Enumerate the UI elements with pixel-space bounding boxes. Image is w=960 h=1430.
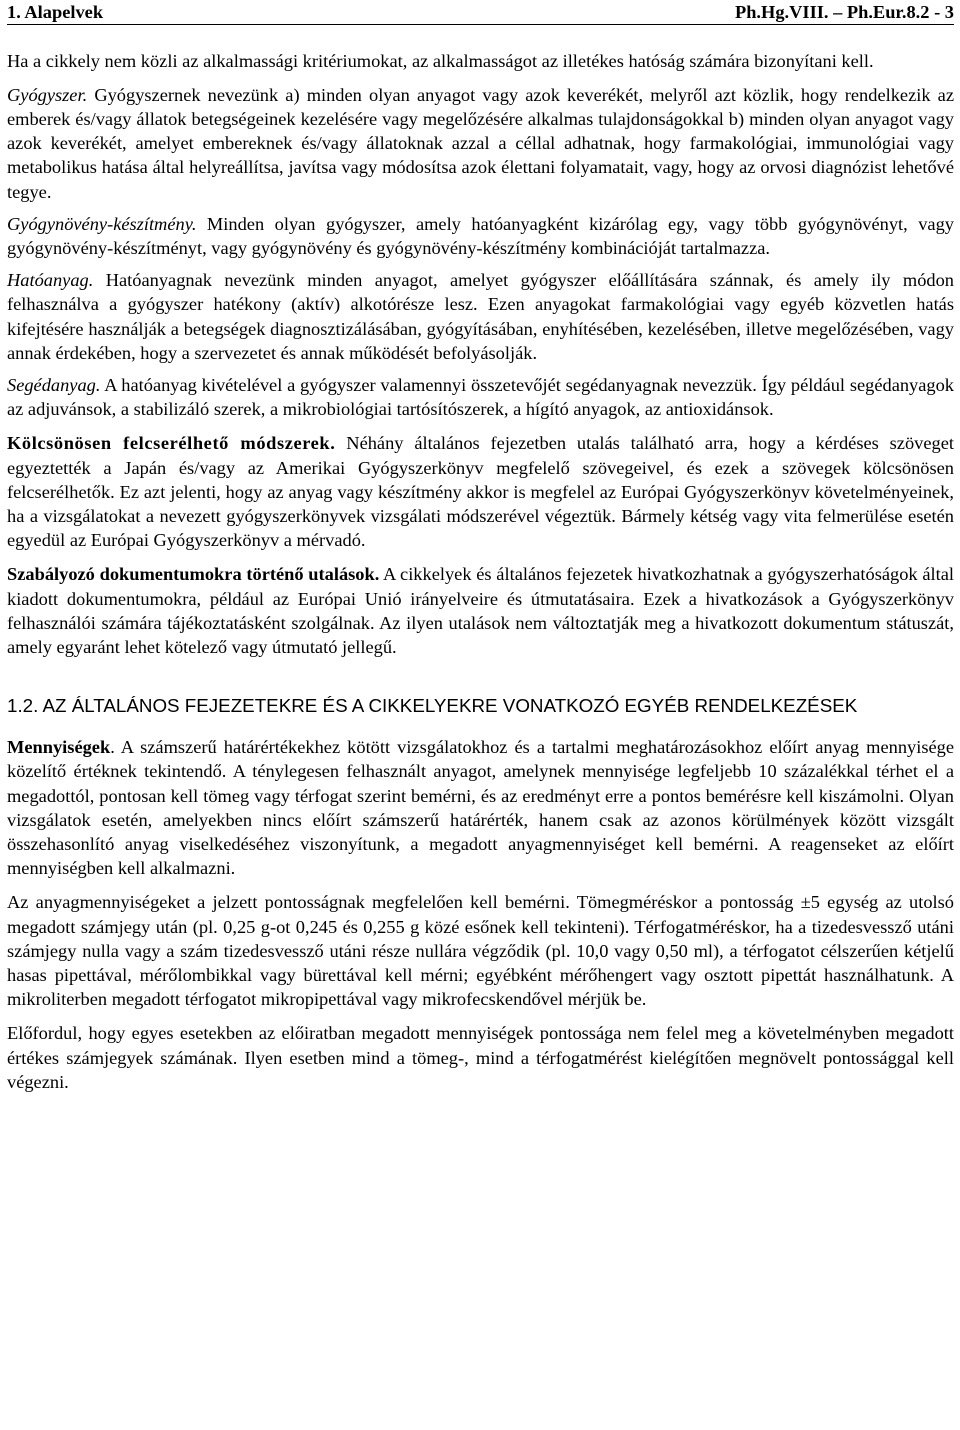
definition-text: Minden olyan gyógyszer, amely hatóanyagként kizárólag egy, vagy több gyógynövényt, vagy gyógynövény-készítményt, vagy gyógynövény és gyógynövény-készítmény kombinációját tartalmazza.	[7, 213, 954, 258]
definition-active-substance	[7, 268, 954, 365]
paragraph-text: Néhány általános fejezetben utalás található arra, hogy a kérdéses szöveget egyeztették a Japán és/vagy az Amerikai Gyógyszerkönyv megfelelő szövegeivel, és ezek a szövegek kölcsönösen felcserélhetők. Ez azt jelenti, hogy az anyag vagy készítmény akkor is megfelel az Európai Gyógyszerkönyv követelményeinek, ha a vizsgálatokat a nevezett gyógyszerkönyvek vizsgálati módszerével végeztük. Bármely kétség vagy vita felmerülése esetén egyedül az Európai Gyógyszerkönyv a mérvadó.	[7, 433, 954, 551]
quantities-paragraph	[7, 735, 954, 880]
document-page	[7, 0, 954, 1104]
definition-herbal-preparation	[7, 212, 954, 260]
definition-term: Segédanyag.	[7, 374, 101, 395]
definition-text: Gyógyszernek nevezünk a) minden olyan anyagot vagy azok keverékét, melyről azt közlik, hogy rendelkezik az emberek és/vagy állatok betegségeinek kezelésére vagy megelőzésére alkalmas tulajdonságokkal b) minden olyan anyagot vagy azok keverékét, amelyet embereknek és/vagy állatoknak azzal a céllal adhatnak, hogy farmakológiai, immunológiai vagy metabolikus hatása által helyreállítsa, javítsa vagy módosítsa azok élettani folyamatait, vagy, hogy az orvosi diagnózist lehetővé tegye.	[7, 84, 954, 202]
paragraph-title: Mennyiségek	[7, 737, 111, 758]
page-header	[7, 0, 954, 25]
intro-text: Ha a cikkely nem közli az alkalmassági kritériumokat, az alkalmasságot az illetékes hatóság számára bizonyítani kell.	[7, 51, 874, 71]
paragraph-text: A cikkelyek és általános fejezetek hivatkozhatnak a gyógyszerhatóságok által kiadott dokumentumokra, például az Európai Unió irányelveire és útmutatásaira. Ezek a hivatkozások a Gyógyszerkönyv felhasználói számára tájékoztatásként szolgálnak. Az ilyen utalások nem változtatják meg a hivatkozott dokumentum státuszát, amely egyaránt lehet kötelező vagy útmutató jellegű.	[7, 564, 954, 657]
interchangeable-methods-paragraph	[7, 431, 954, 552]
paragraph-text: . A számszerű határértékekhez kötött vizsgálatokhoz és a tartalmi meghatározásokhoz előírt anyag mennyisége közelítő értéknek tekintendő. A ténylegesen felhasznált anyagot, amelynek mennyisége legfeljebb 10 százalékkal térhet el a megadottól, pontosan kell tömeg vagy térfogat szerint bemérni, és az eredményt erre a pontos bemérésre kell kiszámolni. Olyan vizsgálatok esetén, amelyekben nincs előírt számszerű határérték, hanem csak az azonos körülmények között vizsgált összehasonlító anyag viselkedéséhez viszonyítunk, a megadott anyagmennyiséget kell bemérni. A reagenseket az előírt mennyiségben kell alkalmazni.	[7, 737, 954, 879]
paragraph-title: Kölcsönösen felcserélhető módszerek.	[7, 433, 336, 454]
definition-term: Gyógyszer.	[7, 84, 88, 105]
intro-paragraph	[7, 49, 954, 73]
header-chapter: 1. Alapelvek	[7, 2, 104, 22]
definition-term: Gyógynövény-készítmény.	[7, 213, 197, 234]
document-body	[7, 25, 954, 1094]
definition-text: A hatóanyag kivételével a gyógyszer valamennyi összetevőjét segédanyagnak nevezzük. Így például segédanyagok az adjuvánsok, a stabilizáló szerek, a mikrobiológiai tartósítószerek, a hígító anyagok, az antioxidánsok.	[7, 374, 954, 420]
header-pharmacopoeia-ref: Ph.Hg.VIII. – Ph.Eur.8.2 - 3	[734, 2, 954, 22]
definition-term: Hatóanyag.	[7, 270, 94, 291]
weighing-precision-paragraph: Az anyagmennyiségeket a jelzett pontosságnak megfelelően kell bemérni. Tömegméréskor a pontosság ±5 egység az utolsó megadott számjegy után (pl. 0,25 g-ot 0,245 és 0,255 g közé esőnek kell tekinteni). Térfogatméréskor, ha a tizedesvessző utáni számjegy nulla vagy a szám tizedesvessző utáni része nullára végződik (pl. 10,0 vagy 0,50 ml), a térfogatot célszerűen kétjelű hasas pipettával, mérőlombikkal vagy bürettával kell mérni; egyébként mérőhengert vagy osztott pipettát használhatunk. A mikroliterben megadott térfogatot mikropipettával vagy mikrofecskendővel mérjük be.	[7, 892, 954, 1010]
precision-note-paragraph: Előfordul, hogy egyes esetekben az előiratban megadott mennyiségek pontossága nem felel meg a követelményben megadott értékes számjegyek számának. Ilyen esetben mind a tömeg-, mind a térfogatmérést kielégítően megnövelt pontossággal kell végezni.	[7, 1023, 954, 1092]
regulatory-references-paragraph	[7, 562, 954, 659]
definition-excipient	[7, 373, 954, 421]
definition-medicine	[7, 83, 954, 204]
definition-text: Hatóanyagnak nevezünk minden anyagot, amelyet gyógyszer előállítására szánnak, és amely ily módon felhasználva a gyógyszer hatékony (aktív) alkotórésze lesz. Ezen anyagokat farmakológiai vagy egyéb közvetlen hatás kifejtésére használják a betegségek diagnosztizálásában, gyógyításában, enyhítésében, kezelésében, illetve megelőzésében, vagy annak érdekében, hogy a szervezetet és annak működését befolyásolják.	[7, 270, 954, 363]
paragraph-title: Szabályozó dokumentumokra történő utalások.	[7, 564, 380, 585]
section-heading: 1.2. AZ ÁLTALÁNOS FEJEZETEKRE ÉS A CIKKELYEKRE VONATKOZÓ EGYÉB RENDELKEZÉSEK	[7, 695, 858, 717]
